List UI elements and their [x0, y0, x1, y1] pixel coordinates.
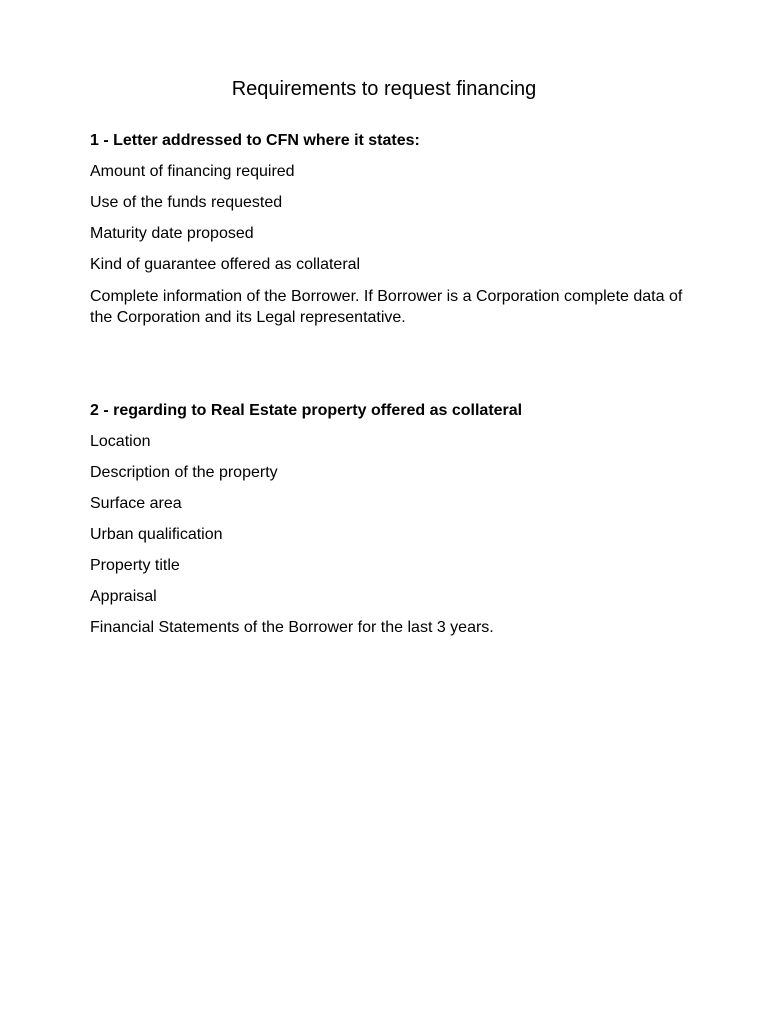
list-item: Location	[90, 433, 151, 450]
list-item: Use of the funds requested	[90, 194, 283, 211]
list-item: Description of the property	[90, 464, 278, 481]
list-item: Amount of financing required	[90, 163, 295, 180]
list-item: Property title	[90, 557, 180, 574]
list-item: Kind of guarantee offered as collateral	[90, 256, 361, 273]
list-item: Surface area	[90, 495, 182, 512]
page-title: Requirements to request financing	[231, 78, 537, 100]
list-item: Financial Statements of the Borrower for the last 3 years.	[90, 619, 494, 636]
list-item: Maturity date proposed	[90, 225, 254, 242]
section-real-estate-requirements	[90, 401, 690, 649]
list-item: Urban qualification	[90, 526, 223, 543]
section-letter-requirements	[90, 131, 690, 339]
section-heading: 2 - regarding to Real Estate property offered as collateral	[90, 402, 523, 419]
section-heading: 1 - Letter addressed to CFN where it states:	[90, 132, 420, 149]
list-item: Complete information of the Borrower. If Borrower is a Corporation complete data of the Corporation and its Legal representative.	[90, 288, 683, 326]
list-item: Appraisal	[90, 588, 157, 605]
